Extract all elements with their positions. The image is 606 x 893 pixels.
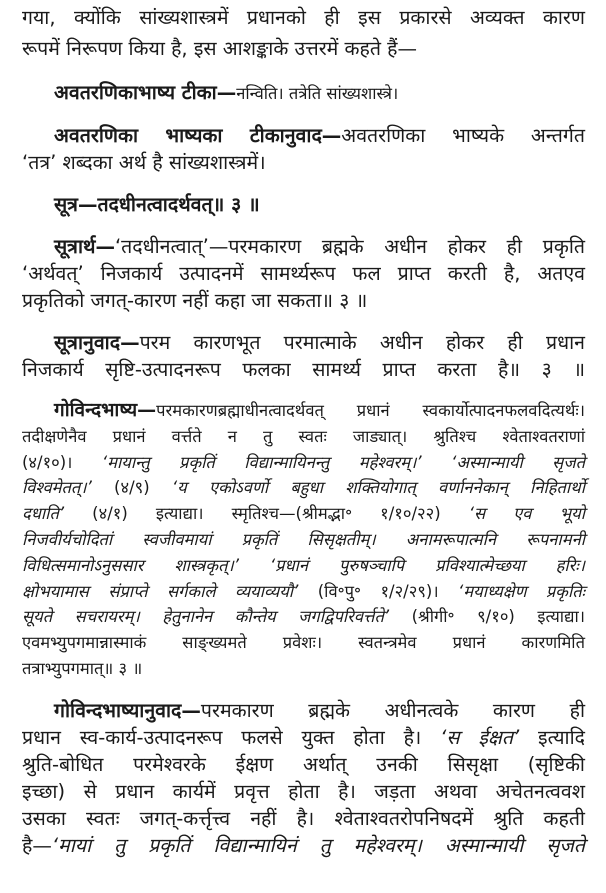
paragraph-govinda-bhashya (22, 398, 585, 682)
body-text: (श्रीगी॰ ९/१०) इत्याद्या। (389, 607, 585, 627)
body-text: नन्विति। तत्रेति सांख्यशास्त्रे। (236, 84, 399, 103)
text-line (22, 527, 585, 553)
heading-label: अवतरणिकाभाष्य टीका— (54, 81, 237, 104)
body-text: (वि॰पु॰ १/२/२९)। (298, 581, 459, 601)
text-line (22, 778, 585, 805)
body-text: निजकार्य सृष्टि-उत्पादनरूप फलका सामर्थ्य प्राप्त करता है॥ ३ ॥ (22, 358, 585, 381)
text-line (22, 149, 585, 176)
paragraph-sutra (22, 191, 585, 218)
body-text: इच्छा) से प्रधान कार्यमें प्रवृत्त होता है। जड़ता अथवा अचेतनत्ववश (22, 779, 585, 803)
quoted-verse: सूयते सचरायरम्। हेतुनानेन कौन्तेय जगद्विपरिवर्त्तते’ (22, 607, 390, 627)
text-line (22, 751, 585, 778)
heading-label: गोविन्दभाष्यानुवाद— (54, 698, 201, 722)
heading-label: सूत्रानुवाद— (54, 331, 140, 354)
text-line (22, 356, 585, 383)
body-text: ‘तत्र’ शब्दका अर्थ है सांख्यशास्त्रमें। (22, 151, 266, 174)
text-line (22, 553, 585, 579)
quoted-verse: क्षोभयामास संप्राप्ते सर्गकाले व्ययाव्ययौ’ (22, 581, 299, 601)
body-text: (४/१) इत्याद्या। स्मृतिश्च—(श्रीमद्भा॰ १/१०/२२) (64, 504, 469, 524)
heading-label: सूत्र—तदधीनत्वादर्थवत्॥ ३ ॥ (54, 193, 260, 216)
body-text: परम कारणभूत परमात्माके अधीन होकर ही प्रधान (139, 331, 585, 354)
paragraph-govinda-bhashyanuvad (22, 697, 585, 859)
text-line (22, 424, 585, 450)
text-line (22, 630, 585, 656)
text-line (22, 33, 585, 64)
body-text: तत्राभ्युपगमात्॥ ३ ॥ (22, 658, 143, 678)
body-text: इत्यादि (519, 725, 585, 749)
paragraph-intro-text (22, 2, 585, 64)
document-page (22, 2, 585, 859)
body-text: प्रकृतिको जगत्-कारण नहीं कहा जा सकता॥ ३ ॥ (22, 289, 368, 312)
quoted-verse: ‘य एकोऽवर्णो बहुधा शक्तियोगात् वर्णाननेकान् निहितार्थो (171, 478, 586, 498)
quoted-verse: ‘मायान्तु प्रकृतिं विद्यान्मायिनन्तु महेश्वरम्।’ ‘अस्मान्मायी सृजते (101, 452, 585, 472)
body-text: गया, क्योंकि सांख्यशास्त्रमें प्रधानको ही इस प्रकारसे अव्यक्त कारण (22, 6, 585, 29)
quoted-verse: ‘स एव भूयो (468, 504, 585, 524)
text-line (22, 79, 585, 107)
quoted-verse: निजवीर्यचोदितां स्वजीवमायां प्रकृतिं सिसृक्षतीम्। अनामरूपात्मनि रूपनामनी (22, 529, 585, 549)
text-line (22, 832, 585, 859)
body-text: (४/१०)। (22, 452, 102, 472)
body-text: एवमभ्युपगमान्नास्माकं साङ्ख्यमते प्रवेशः। स्वतन्त्रमेव प्रधानं कारणमिति (22, 633, 585, 653)
quoted-verse: ‘स ईक्षत’ (440, 725, 520, 749)
quoted-verse: ‘मयाध्यक्षेण प्रकृतिः (458, 581, 585, 601)
text-line (22, 805, 585, 832)
quoted-verse: विधित्समानोऽनुससार शास्त्रकृत्।’ ‘प्रधानं पुरुषञ्चापि प्रविश्यात्मेच्छया हरिः। (22, 555, 585, 575)
text-line (22, 329, 585, 356)
heading-label: गोविन्दभाष्य— (54, 399, 157, 421)
text-line (22, 604, 585, 630)
text-line (22, 724, 585, 751)
text-line (22, 2, 585, 33)
text-line (22, 450, 585, 476)
text-line (22, 501, 585, 527)
body-text: ‘तदधीनत्वात्’—परमकारण ब्रह्मके अधीन होकर ही प्रकृति (114, 235, 585, 258)
quoted-verse: विश्वमेतत्।’ (22, 478, 92, 498)
body-text: प्रधान स्व-कार्य-उत्पादनरूप फलसे युक्त होता है। (22, 725, 441, 749)
text-line (22, 122, 585, 149)
text-line (22, 287, 585, 314)
text-line (22, 233, 585, 260)
body-text: रूपमें निरूपण किया है, इस आशङ्काके उत्तरमें कहते हैं— (22, 37, 418, 60)
text-line (22, 656, 585, 682)
paragraph-sutranuvad (22, 329, 585, 383)
body-text: श्रुति-बोधित परमेश्वरके ईक्षण अर्थात् उनकी सिसृक्षा (सृष्टिकी (22, 752, 585, 776)
body-text: है— (22, 833, 52, 857)
paragraph-avataranika-tikanuvad (22, 122, 585, 176)
heading-label: अवतरणिका भाष्यका टीकानुवाद— (54, 124, 342, 147)
quoted-verse: दधाति’ (22, 504, 65, 524)
text-line (22, 697, 585, 724)
body-text: (४/९) (91, 478, 172, 498)
text-line (22, 579, 585, 605)
quoted-verse: ‘मायां तु प्रकृतिं विद्यान्मायिनं तु महेश्वरम्। अस्मान्मायी सृजते (51, 833, 585, 857)
body-text: अवतरणिका भाष्यके अन्तर्गत (341, 124, 585, 147)
text-line (22, 191, 585, 218)
body-text: परमकारण ब्रह्मके अधीनत्वके कारण ही (200, 698, 585, 722)
heading-label: सूत्रार्थ— (54, 235, 115, 258)
text-line (22, 398, 585, 424)
body-text: परमकारणब्रह्माधीनत्वादर्थवत् प्रधानं स्वकार्योत्पादनफलवदित्यर्थः। (156, 401, 585, 420)
paragraph-avataranika-bhashya-tika (22, 79, 585, 107)
paragraph-sutrarth (22, 233, 585, 314)
body-text: ‘अर्थवत्’ निजकार्य उत्पादनमें सामर्थ्यरूप फल प्राप्त करती है, अतएव (22, 262, 585, 285)
body-text: तदीक्षणेनैव प्रधानं वर्त्तते न तु स्वतः जाड्यात्। श्रुतिश्च श्वेताश्वतराणां (22, 426, 585, 446)
text-line (22, 260, 585, 287)
body-text: उसका स्वतः जगत्-कर्त्तृत्त्व नहीं है। श्वेताश्वतरोपनिषदमें श्रुति कहती (22, 806, 585, 830)
text-line (22, 475, 585, 501)
